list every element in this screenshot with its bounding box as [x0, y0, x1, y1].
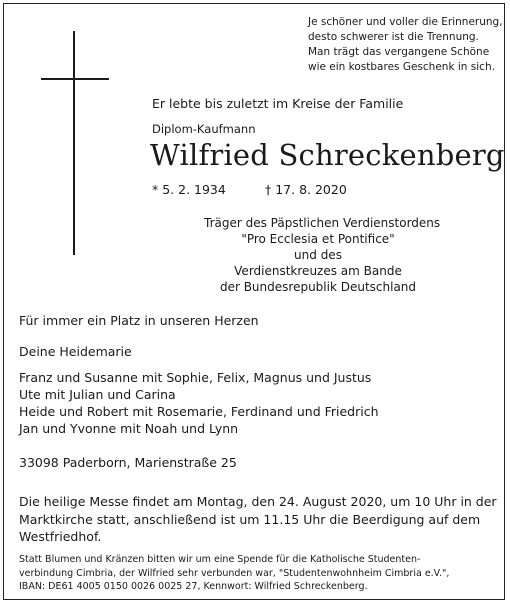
poem-line: wie ein kostbares Geschenk in sich.: [308, 61, 495, 73]
donation-line: Statt Blumen und Kränzen bitten wir um eine Spende für die Katholische Studenten-: [19, 554, 421, 565]
mass-line: Marktkirche statt, anschließend ist um 11.15 Uhr die Beerdigung auf dem: [19, 511, 481, 527]
obituary-notice: [3, 3, 505, 600]
family-line: Franz und Susanne mit Sophie, Felix, Magnus und Justus: [19, 370, 372, 385]
poem-line: desto schwerer ist die Trennung.: [308, 31, 479, 43]
deceased-name: Wilfried Schreckenberg: [150, 138, 505, 172]
poem: [308, 15, 503, 75]
family-line: Jan und Yvonne mit Noah und Lynn: [19, 421, 239, 436]
honor-line: und des: [294, 248, 342, 262]
birth-date: * 5. 2. 1934: [152, 182, 226, 197]
honor-line: "Pro Ecclesia et Pontifice": [241, 232, 395, 246]
donation-info: [19, 553, 449, 594]
address: 33098 Paderborn, Marienstraße 25: [19, 455, 237, 470]
deceased-title: Diplom-Kaufmann: [152, 122, 256, 136]
family-list: [19, 369, 379, 437]
poem-line: Je schöner und voller die Erinnerung,: [308, 16, 503, 28]
family-line: Heide und Robert mit Rosemarie, Ferdinand und Friedrich: [19, 404, 379, 419]
poem-line: Man trägt das vergangene Schöne: [308, 46, 490, 58]
intro-text: Er lebte bis zuletzt im Kreise der Familie: [152, 96, 404, 111]
spouse-signature: Deine Heidemarie: [19, 344, 132, 359]
honors-block: [204, 215, 441, 295]
cross-icon: [73, 31, 75, 255]
honor-line: Träger des Päpstlichen Verdienstordens: [204, 216, 441, 230]
family-line: Ute mit Julian und Carina: [19, 387, 176, 402]
motto: Für immer ein Platz in unseren Herzen: [19, 313, 259, 328]
honor-line: Verdienstkreuzes am Bande: [234, 264, 402, 278]
donation-line: verbindung Cimbria, der Wilfried sehr verbunden war, "Studentenwohnheim Cimbria e.V.",: [19, 567, 450, 579]
mass-line: Westfriedhof.: [19, 529, 102, 544]
honor-line: der Bundesrepublik Deutschland: [219, 280, 417, 294]
cross-icon-crossbar: [41, 78, 109, 80]
donation-line: IBAN: DE61 4005 0150 0026 0025 27, Kennwort: Wilfried Schreckenberg.: [19, 581, 368, 592]
mass-line: Die heilige Messe findet am Montag, den 24. August 2020, um 10 Uhr in der: [19, 494, 497, 509]
mass-info: [19, 493, 499, 546]
death-date: † 17. 8. 2020: [265, 182, 347, 197]
